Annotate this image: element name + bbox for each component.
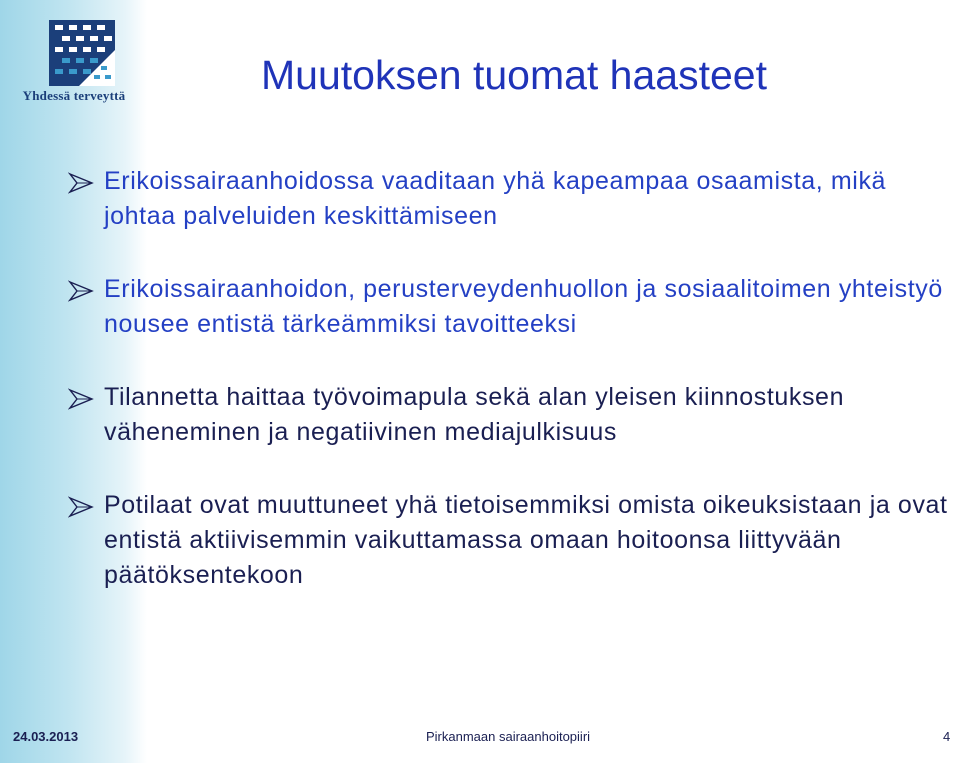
footer-organization: Pirkanmaan sairaanhoitopiiri	[426, 729, 591, 744]
bullet-item	[68, 380, 948, 450]
bullet-text: Erikoissairaanhoidon, perusterveydenhuollon ja sosiaalitoimen yhteistyö nousee entistä tärkeämmiksi tavoitteeksi	[104, 275, 943, 338]
bullet-item	[68, 164, 948, 234]
logo	[12, 14, 136, 110]
bullet-item	[68, 488, 948, 593]
slide-title: Muutoksen tuomat haasteet	[261, 52, 767, 98]
bullet-text: Erikoissairaanhoidossa vaaditaan yhä kapeampaa osaamista, mikä johtaa palveluiden keskittämiseen	[104, 167, 887, 230]
arrowhead-bullet-icon	[68, 280, 94, 302]
bullet-list	[68, 164, 948, 631]
logo-text: Yhdessä terveyttä	[22, 88, 126, 103]
page-number: 4	[943, 729, 951, 744]
footer-date: 24.03.2013	[13, 729, 79, 744]
arrowhead-bullet-icon	[68, 388, 94, 410]
bullet-text: Potilaat ovat muuttuneet yhä tietoisemmiksi omista oikeuksistaan ja ovat entistä aktiivisemmin vaikuttamassa omaan hoitoonsa liittyvään päätöksentekoon	[104, 491, 948, 589]
woven-check-pattern-icon	[49, 20, 115, 86]
bullet-text: Tilannetta haittaa työvoimapula sekä alan yleisen kiinnostuksen väheneminen ja negatiivinen mediajulkisuus	[104, 383, 845, 446]
arrowhead-bullet-icon	[68, 496, 94, 518]
arrowhead-bullet-icon	[68, 172, 94, 194]
bullet-item	[68, 272, 948, 342]
